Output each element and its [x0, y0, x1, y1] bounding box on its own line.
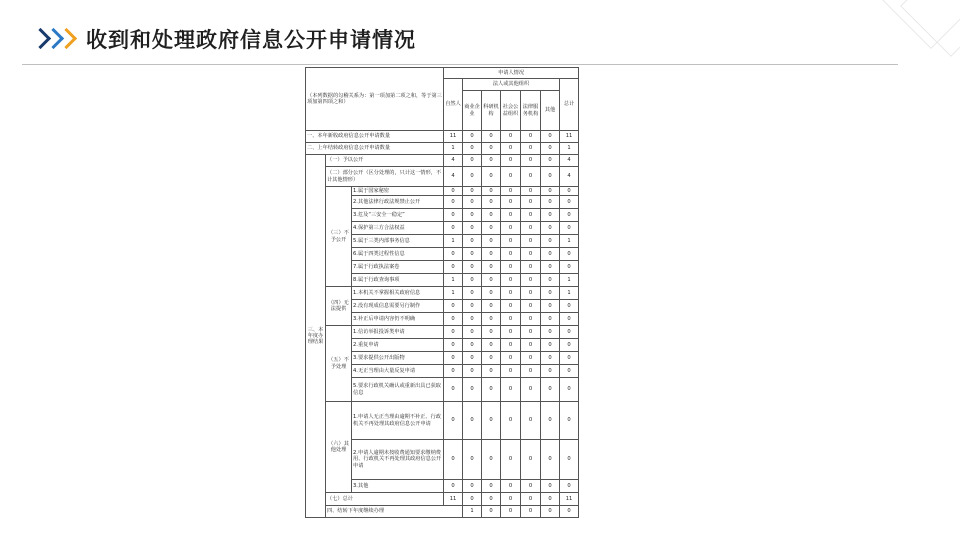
table-cell: 0: [521, 440, 541, 480]
chevron-right-icon: [56, 28, 77, 49]
table-cell: 0: [541, 155, 560, 167]
table-cell: 11: [444, 131, 463, 143]
table-cell: 3.其他: [352, 480, 444, 493]
table-cell: （一）予以公开: [326, 155, 444, 167]
table-cell: 2.其他法律行政法规禁止公开: [352, 196, 444, 209]
table-cell: 0: [482, 131, 501, 143]
table-cell: 0: [521, 235, 541, 248]
table-cell: 0: [444, 352, 463, 365]
table-cell: 0: [482, 378, 501, 402]
table-cell: 0: [501, 480, 521, 493]
table-cell: 2.没有现成信息需要另行制作: [352, 300, 444, 313]
table-cell: 3.危及“三安全一稳定”: [352, 209, 444, 222]
col-social: 社会公益组织: [501, 91, 521, 131]
table-cell: 0: [463, 480, 482, 493]
table-cell: 二、上年结转政府信息公开申请数量: [306, 143, 444, 155]
table-row: [306, 143, 579, 155]
table-cell: 4: [560, 155, 579, 167]
table-cell: 0: [541, 131, 560, 143]
table-row: [306, 326, 579, 339]
table-cell: 0: [444, 480, 463, 493]
table-cell: 0: [521, 506, 541, 518]
group-4-label: （四）无法提供: [326, 287, 352, 326]
header-legal-person: 法人或其他组织: [463, 79, 560, 91]
table-cell: 0: [444, 196, 463, 209]
table-cell: 0: [560, 339, 579, 352]
table-cell: 0: [482, 222, 501, 235]
table-cell: 0: [560, 313, 579, 326]
table-cell: 0: [501, 187, 521, 196]
table-cell: 0: [482, 167, 501, 187]
table-cell: 0: [463, 131, 482, 143]
table-cell: 3.补正后申请内容仍不明确: [352, 313, 444, 326]
table-cell: 0: [501, 248, 521, 261]
table-cell: 7.属于行政执法案卷: [352, 261, 444, 274]
table-cell: 0: [463, 196, 482, 209]
table-cell: 0: [501, 143, 521, 155]
table-cell: 0: [501, 365, 521, 378]
table-cell: 0: [521, 402, 541, 440]
table-cell: 0: [521, 167, 541, 187]
table-cell: 0: [463, 274, 482, 287]
table-cell: 0: [482, 440, 501, 480]
title-underline: [22, 64, 898, 65]
table-cell: 0: [444, 187, 463, 196]
table-cell: 0: [463, 313, 482, 326]
table-cell: 0: [560, 402, 579, 440]
table-cell: 0: [541, 167, 560, 187]
table-cell: 1: [560, 274, 579, 287]
table-cell: 0: [560, 222, 579, 235]
table-cell: 0: [521, 339, 541, 352]
table-cell: 0: [521, 143, 541, 155]
table-cell: 0: [541, 287, 560, 300]
table-cell: 0: [482, 248, 501, 261]
table-cell: 0: [463, 235, 482, 248]
table-cell: 0: [501, 196, 521, 209]
table-cell: 0: [541, 480, 560, 493]
table-cell: 0: [541, 248, 560, 261]
table-cell: 5.属于三类内部事务信息: [352, 235, 444, 248]
table-row: [306, 506, 579, 518]
table-cell: 0: [541, 378, 560, 402]
table-cell: 0: [444, 402, 463, 440]
table-cell: 0: [501, 352, 521, 365]
table-row: [306, 167, 579, 187]
table-cell: 0: [463, 209, 482, 222]
table-cell: 0: [501, 506, 521, 518]
table-cell: 0: [541, 352, 560, 365]
table-cell: 0: [463, 493, 482, 506]
col-other: 其他: [541, 91, 560, 131]
table-cell: 0: [482, 187, 501, 196]
table-cell: 0: [521, 261, 541, 274]
table-cell: 0: [541, 235, 560, 248]
table-cell: 8.属于行政查询事项: [352, 274, 444, 287]
table-cell: 0: [521, 493, 541, 506]
table-cell: 0: [521, 155, 541, 167]
table-cell: 0: [482, 326, 501, 339]
table-cell: 0: [560, 480, 579, 493]
table-cell: 4: [560, 167, 579, 187]
table-cell: 0: [444, 222, 463, 235]
table-cell: 0: [482, 493, 501, 506]
table-row: [306, 131, 579, 143]
table-cell: 0: [444, 300, 463, 313]
table-cell: 0: [444, 313, 463, 326]
corner-note: （本列数据的勾稽关系为：第一项加第二项之和，等于第三项加第四项之和）: [306, 68, 444, 131]
table-cell: 0: [482, 402, 501, 440]
table-cell: 0: [463, 440, 482, 480]
table-cell: 0: [521, 378, 541, 402]
table-cell: 1: [560, 235, 579, 248]
table-cell: 0: [501, 493, 521, 506]
table-cell: 0: [541, 506, 560, 518]
table-cell: 0: [541, 313, 560, 326]
table-cell: 0: [521, 248, 541, 261]
table-cell: 1: [463, 506, 482, 518]
table-cell: 0: [560, 261, 579, 274]
header-applicant: 申请人情况: [444, 68, 579, 79]
table-cell: 0: [482, 274, 501, 287]
table-cell: 0: [482, 480, 501, 493]
table-cell: 0: [541, 196, 560, 209]
table-cell: 0: [501, 131, 521, 143]
table-cell: 0: [482, 300, 501, 313]
table-cell: 0: [521, 274, 541, 287]
table-cell: 4.无正当理由大量反复申请: [352, 365, 444, 378]
table-cell: 0: [521, 209, 541, 222]
table-cell: 0: [521, 287, 541, 300]
table-cell: 0: [463, 167, 482, 187]
table-cell: 0: [560, 248, 579, 261]
table-cell: 1: [444, 287, 463, 300]
corner-decoration: [820, 0, 960, 80]
table-row: [306, 187, 579, 196]
table-cell: 0: [444, 440, 463, 480]
col-research: 科研机构: [482, 91, 501, 131]
table-cell: 4.保护第三方合法权益: [352, 222, 444, 235]
table-cell: 0: [501, 440, 521, 480]
table-cell: 1.属于国家秘密: [352, 187, 444, 196]
table-cell: 1.申请人无正当理由逾期不补正、行政机关不再处理其政府信息公开申请: [352, 402, 444, 440]
table-cell: 0: [501, 261, 521, 274]
table-cell: 0: [444, 209, 463, 222]
table-cell: 11: [560, 493, 579, 506]
table-cell: （二）部分公开（区分处理的，只计这一情形，不计其他情形）: [326, 167, 444, 187]
table-cell: 0: [482, 196, 501, 209]
table-cell: 0: [463, 365, 482, 378]
table-cell: 0: [560, 440, 579, 480]
table-cell: 0: [521, 365, 541, 378]
table-cell: 0: [541, 402, 560, 440]
table-row: [306, 155, 579, 167]
table-cell: 0: [521, 187, 541, 196]
table-cell: 2.重复申请: [352, 339, 444, 352]
table-cell: 0: [521, 131, 541, 143]
table-cell: 0: [501, 167, 521, 187]
col-legal-service: 法律服务机构: [521, 91, 541, 131]
table-cell: 1: [444, 274, 463, 287]
table-cell: 0: [501, 326, 521, 339]
table-cell: 0: [501, 287, 521, 300]
table-cell: 0: [444, 248, 463, 261]
section-3-label: 三、本年度办理结果: [306, 155, 326, 518]
table-cell: 0: [541, 365, 560, 378]
table-cell: 0: [560, 365, 579, 378]
table-cell: 1.信访举报投诉类申请: [352, 326, 444, 339]
table-cell: 0: [482, 261, 501, 274]
table-cell: 4: [444, 167, 463, 187]
table-cell: 6.属于四类过程性信息: [352, 248, 444, 261]
table-cell: 0: [560, 378, 579, 402]
table-cell: 0: [521, 352, 541, 365]
table-row: [306, 402, 579, 440]
table-cell: 0: [541, 274, 560, 287]
table-cell: 0: [541, 440, 560, 480]
table-cell: 0: [463, 378, 482, 402]
table-cell: 0: [521, 480, 541, 493]
table-cell: 1: [560, 143, 579, 155]
table-cell: 0: [482, 143, 501, 155]
table-cell: 0: [444, 261, 463, 274]
table-cell: 3.要求提供公开出版物: [352, 352, 444, 365]
table-cell: 0: [501, 339, 521, 352]
table-cell: 0: [444, 378, 463, 402]
table-cell: 0: [463, 143, 482, 155]
table-row: [306, 493, 579, 506]
table-cell: 0: [541, 339, 560, 352]
table-cell: 0: [463, 352, 482, 365]
table-cell: 0: [463, 187, 482, 196]
table-cell: 0: [463, 248, 482, 261]
table-cell: 0: [444, 365, 463, 378]
group-6-label: （六）其他处理: [326, 402, 352, 493]
table-cell: 0: [482, 506, 501, 518]
col-natural: 自然人: [444, 79, 463, 131]
slide-title: 收到和处理政府信息公开申请情况: [86, 28, 416, 52]
table-cell: 0: [560, 326, 579, 339]
table-cell: 2.申请人逾期未按收费通知要求缴纳费用、行政机关不再处理其政府信息公开申请: [352, 440, 444, 480]
table-cell: 0: [521, 326, 541, 339]
table-cell: 0: [482, 365, 501, 378]
table-cell: 0: [501, 155, 521, 167]
table-cell: 0: [463, 155, 482, 167]
table-cell: 0: [482, 287, 501, 300]
table-cell: 0: [541, 222, 560, 235]
table-cell: 0: [463, 287, 482, 300]
table-cell: 1: [444, 143, 463, 155]
table-cell: （七）总计: [326, 493, 444, 506]
table-cell: 0: [444, 339, 463, 352]
table-cell: 1.本机关不掌握相关政府信息: [352, 287, 444, 300]
table-cell: 0: [482, 339, 501, 352]
table-cell: 0: [463, 339, 482, 352]
col-total: 总计: [560, 79, 579, 131]
group-3-label: （三）不予公开: [326, 187, 352, 287]
table-cell: 四、结转下年度继续办理: [326, 506, 463, 518]
table-cell: 0: [463, 222, 482, 235]
table-cell: 0: [482, 209, 501, 222]
table-cell: 0: [501, 402, 521, 440]
table-cell: 0: [501, 378, 521, 402]
disclosure-table: [305, 67, 578, 518]
table-row: [306, 287, 579, 300]
table-cell: 0: [482, 155, 501, 167]
table-cell: 0: [560, 352, 579, 365]
table-cell: 1: [444, 235, 463, 248]
table-cell: 0: [541, 493, 560, 506]
table-cell: 0: [541, 209, 560, 222]
table-cell: 4: [444, 155, 463, 167]
table-cell: 5.要求行政机关确认或重新出具已获取信息: [352, 378, 444, 402]
table-cell: 0: [521, 313, 541, 326]
table-cell: 0: [501, 209, 521, 222]
table-cell: 0: [482, 352, 501, 365]
table-cell: 0: [560, 300, 579, 313]
table-cell: 0: [444, 326, 463, 339]
group-5-label: （五）不予处理: [326, 326, 352, 402]
table-cell: 0: [541, 326, 560, 339]
table-cell: 0: [501, 274, 521, 287]
table-cell: 0: [501, 313, 521, 326]
table-cell: 0: [541, 261, 560, 274]
col-business: 商业企业: [463, 91, 482, 131]
table-cell: 0: [521, 196, 541, 209]
table-cell: 0: [521, 300, 541, 313]
table-cell: 0: [463, 261, 482, 274]
table-cell: 0: [560, 209, 579, 222]
table-cell: 11: [560, 131, 579, 143]
table-cell: 0: [541, 187, 560, 196]
table-cell: 0: [482, 313, 501, 326]
table-cell: 0: [463, 326, 482, 339]
table-cell: 0: [560, 187, 579, 196]
table-cell: 0: [541, 143, 560, 155]
table-cell: 0: [463, 402, 482, 440]
table-cell: 1: [560, 287, 579, 300]
table-cell: 0: [463, 300, 482, 313]
table-cell: 0: [501, 300, 521, 313]
table-cell: 一、本年新收政府信息公开申请数量: [306, 131, 444, 143]
table-cell: 0: [482, 235, 501, 248]
table-cell: 0: [560, 196, 579, 209]
table-cell: 0: [501, 222, 521, 235]
table-cell: 11: [444, 493, 463, 506]
table-cell: 0: [501, 235, 521, 248]
table-cell: 0: [521, 222, 541, 235]
table-cell: 0: [541, 300, 560, 313]
table-cell: 0: [560, 506, 579, 518]
slide-header: [0, 0, 960, 66]
